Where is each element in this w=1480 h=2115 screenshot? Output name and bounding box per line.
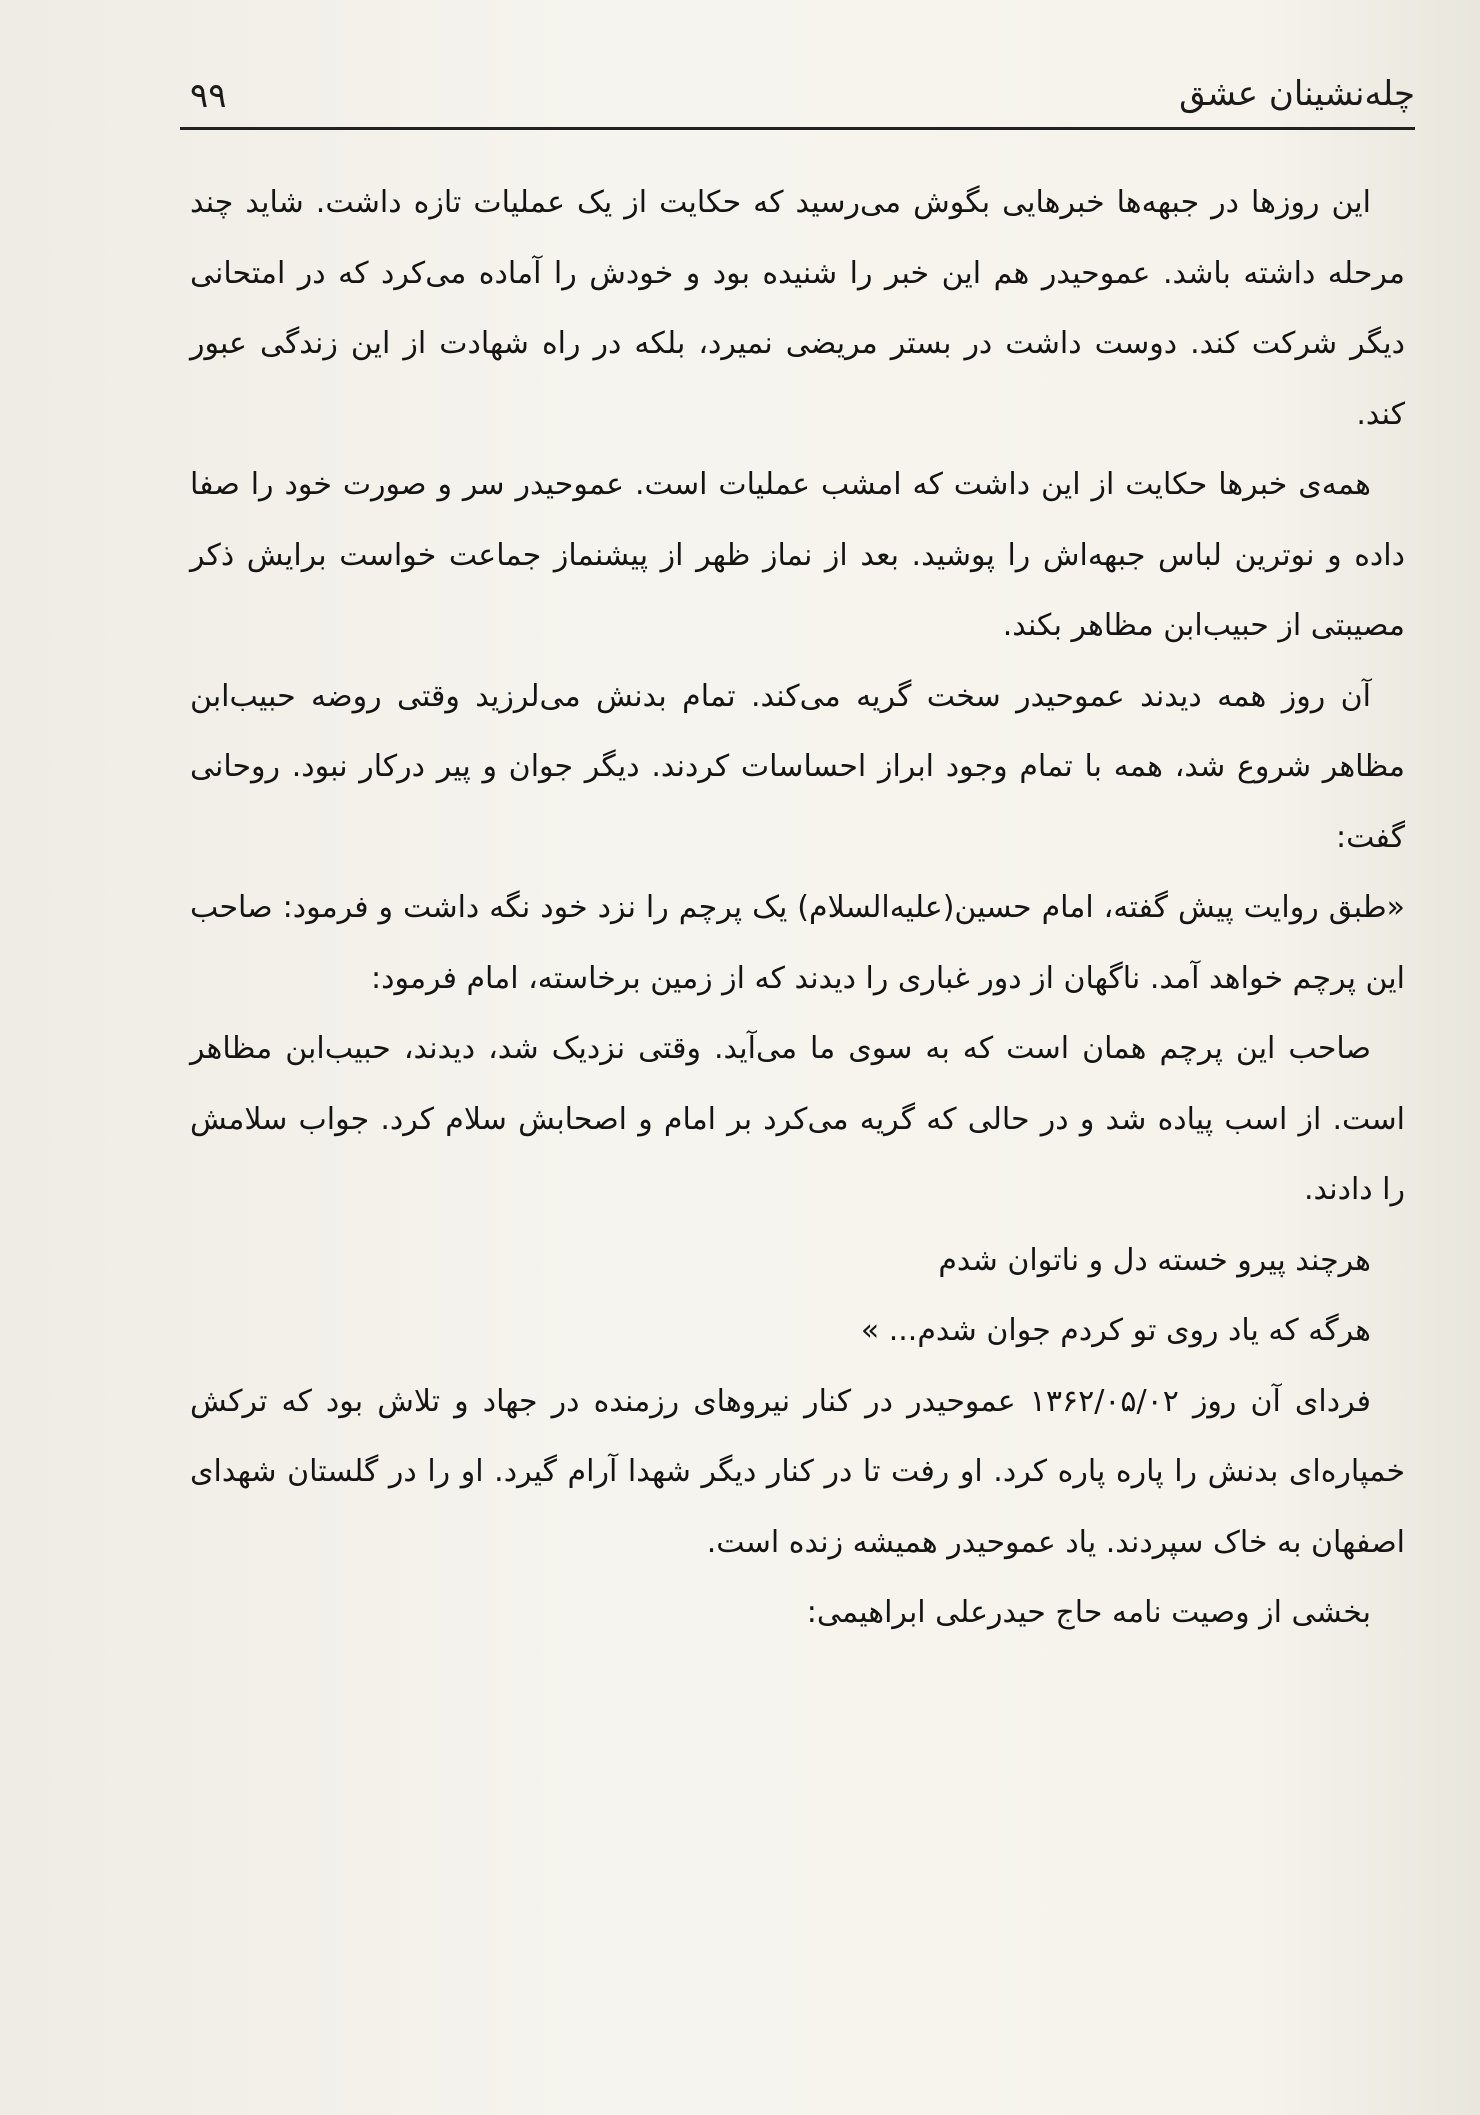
page-number: ۹۹ xyxy=(190,76,227,116)
paragraph-will-heading: بخشی از وصیت نامه حاج حیدرعلی ابراهیمی: xyxy=(806,1595,1371,1630)
paragraph-martyrdom: فردای آن روز ۱۳۶۲/۰۵/۰۲ عموحیدر در کنار نیروهای رزمنده در جهاد و تلاش بود که ترکش خمپاره‌ای بدنش را پاره پاره کرد. او رفت تا در کنار دیگر شهدا آرام گیرد. او را در گلستان شهدای اصفهان به خاک سپردند. یاد عموحیدر همیشه زنده است. xyxy=(190,1383,1405,1560)
page-header xyxy=(180,60,1415,130)
paragraph-habib-arrival: صاحب این پرچم همان است که به سوی ما می‌آید. وقتی نزدیک شد، دیدند، حبیب‌ابن مظاهر است. از اسب پیاده شد و در حالی که گریه می‌کرد بر امام و اصحابش سلام کرد. جواب سلامش را دادند. xyxy=(190,1031,1405,1207)
paragraph-narration-start: «طبق روایت پیش گفته، امام حسین(علیه‌السلام) یک پرچم را نزد خود نگه داشت و فرمود: صاحب این پرچم خواهد آمد. ناگهان از دور غباری را دیدند که از زمین برخاسته، امام فرمود: xyxy=(190,890,1405,996)
paragraph-preparation: همه‌ی خبرها حکایت از این داشت که امشب عملیات است. عموحیدر سر و صورت خود را صفا داده و نوترین لباس جبهه‌اش را پوشید. بعد از نماز ظهر از پیشنماز جماعت خواست برایش ذکر مصیبتی از حبیب‌ابن مظاهر بکند. xyxy=(190,467,1405,643)
header-divider xyxy=(180,127,1415,130)
page-body xyxy=(190,168,1405,1649)
running-title: چله‌نشینان عشق xyxy=(1179,74,1415,114)
poem-line-1: هرچند پیرو خسته دل و ناتوان شدم xyxy=(938,1242,1371,1278)
paragraph-mourning: آن روز همه دیدند عموحیدر سخت گریه می‌کند. تمام بدنش می‌لرزید وقتی روضه حبیب‌ابن مظاهر شروع شد، همه با تمام وجود ابراز احساسات کردند. دیگر جوان و پیر درکار نبود. روحانی گفت: xyxy=(190,678,1405,855)
poem-line-2: هرگه که یاد روی تو کردم جوان شدم... » xyxy=(860,1313,1371,1348)
paragraph-operation-news: این روزها در جبهه‌ها خبرهایی بگوش می‌رسید که حکایت از یک عملیات تازه داشت. شاید چند مرحله داشته باشد. عموحیدر هم این خبر را شنیده بود و خودش را آماده می‌کرد که در امتحانی دیگر شرکت کند. دوست داشت در بستر مریضی نمیرد، بلکه در راه شهادت از این زندگی عبور کند. xyxy=(190,185,1405,432)
